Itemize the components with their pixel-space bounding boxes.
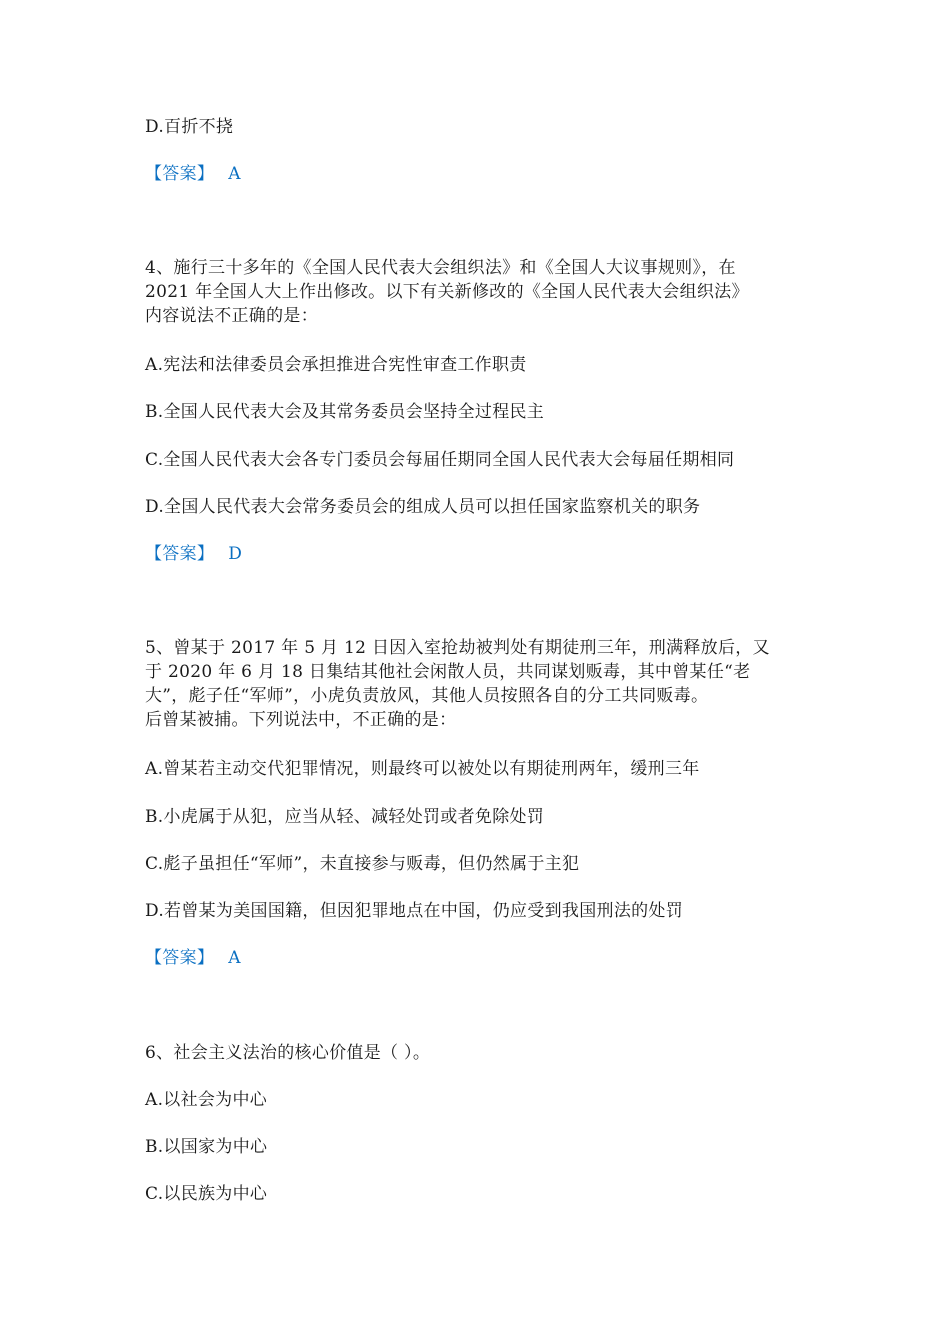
answer-q3	[145, 162, 815, 186]
question-4-line-1: 4、施行三十多年的《全国人民代表大会组织法》和《全国人大议事规则》，在	[145, 258, 736, 278]
question-6-line-1: 6、社会主义法治的核心价值是（ ）。	[145, 1043, 431, 1063]
question-4-line-3: 内容说法不正确的是：	[145, 306, 318, 326]
option-b-q6: B.以国家为中心	[145, 1137, 268, 1157]
option-d-q4: D.全国人民代表大会常务委员会的组成人员可以担任国家监察机关的职务	[145, 497, 701, 517]
question-4-line-2: 2021 年全国人大上作出修改。以下有关新修改的《全国人民代表大会组织法》	[145, 282, 749, 302]
option-b-q4: B.全国人民代表大会及其常务委员会坚持全过程民主	[145, 402, 545, 422]
answer-q4	[145, 542, 815, 566]
answer-label: 【答案】	[145, 164, 215, 184]
question-6-stem	[145, 1041, 810, 1065]
question-5-line-4: 后曾某被捕。下列说法中，不正确的是：	[145, 710, 457, 730]
option-c-q5: C.彪子虽担任“军师”，未直接参与贩毒，但仍然属于主犯	[145, 854, 580, 874]
question-5-line-1: 5、曾某于 2017 年 5 月 12 日因入室抢劫被判处有期徒刑三年，刑满释放后，又	[145, 638, 770, 658]
answer-value: D	[228, 544, 243, 564]
option-c-q4: C.全国人民代表大会各专门委员会每届任期同全国人民代表大会每届任期相同	[145, 450, 735, 470]
option-d-q5: D.若曾某为美国国籍，但因犯罪地点在中国，仍应受到我国刑法的处罚	[145, 901, 684, 921]
answer-label: 【答案】	[145, 544, 215, 564]
option-a-q4: A.宪法和法律委员会承担推进合宪性审查工作职责	[145, 355, 527, 375]
question-5-line-2: 于 2020 年 6 月 18 日集结其他社会闲散人员，共同谋划贩毒，其中曾某任“老	[145, 662, 751, 682]
answer-value: A	[228, 948, 241, 968]
option-a-q5: A.曾某若主动交代犯罪情况，则最终可以被处以有期徒刑两年，缓刑三年	[145, 759, 700, 779]
answer-q5	[145, 946, 815, 970]
question-5-line-3: 大”，彪子任“军师”，小虎负责放风，其他人员按照各自的分工共同贩毒。	[145, 686, 709, 706]
option-b-q5: B.小虎属于从犯，应当从轻、减轻处罚或者免除处罚	[145, 807, 545, 827]
question-5-stem	[145, 636, 810, 732]
answer-value: A	[228, 164, 241, 184]
option-a-q6: A.以社会为中心	[145, 1090, 268, 1110]
question-4-stem	[145, 256, 810, 328]
option-c-q6: C.以民族为中心	[145, 1184, 268, 1204]
option-d-q3: D.百折不挠	[145, 117, 234, 137]
answer-label: 【答案】	[145, 948, 215, 968]
